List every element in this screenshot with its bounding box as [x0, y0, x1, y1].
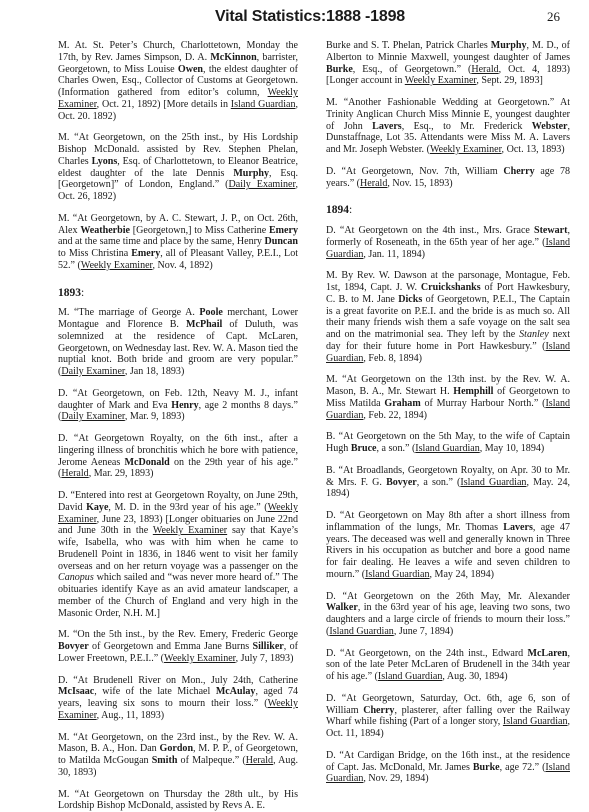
year-heading: [326, 205, 570, 217]
newspaper-name: Weekly Examiner: [58, 87, 298, 110]
entry-text: D. “At Georgetown on May 8th after a short illness from inflammation of the lungs, Mr. Thomas: [326, 510, 570, 533]
surname: McDonald: [125, 457, 170, 468]
record-entry: [326, 510, 570, 581]
entry-text: , Feb. 8, 1894): [363, 353, 422, 364]
entry-text: age 78 years.” (: [326, 166, 570, 189]
entry-text: , Esq.[Georgetown]” of London, England.” (: [58, 168, 298, 191]
newspaper-name: Island Guardian: [326, 237, 570, 260]
page-header: [60, 8, 560, 30]
entry-text: , Oct. 21, 1892) [More details in: [97, 99, 231, 110]
entry-text: , June 7, 1894): [394, 626, 453, 637]
record-entry: [58, 40, 298, 122]
surname: Lavers: [503, 522, 533, 533]
surname: Emery: [269, 225, 298, 236]
entry-text: of Georgetown to Miss Matilda: [326, 386, 570, 409]
page-number: 26: [547, 9, 560, 25]
surname: Weatherbie: [80, 225, 130, 236]
record-entry: [58, 132, 298, 203]
surname: Lyons: [92, 156, 118, 167]
record-entry: [326, 431, 570, 455]
entry-text: , Oct. 20. 1892): [58, 99, 298, 122]
entry-text: , Mar. 29, 1893): [89, 468, 154, 479]
record-entry: [326, 97, 570, 156]
record-entry: [58, 629, 298, 664]
entry-text: D. “At Cardigan Bridge, on the 16th inst., at the residence of Capt. Jas. McDonald, Mr. James: [326, 750, 570, 773]
surname: Poole: [199, 307, 222, 318]
entry-text: , June 23, 1893) [Longer obituaries on June 22nd and June 30th in the: [58, 514, 298, 537]
entry-text: , Aug. 30, 1893): [58, 755, 298, 778]
record-entry: [58, 789, 298, 812]
entry-text: , Feb. 22, 1894): [363, 410, 427, 421]
entry-text: D. “At Georgetown on the 4th inst., Mrs. Grace: [326, 225, 534, 236]
surname: Kaye: [86, 502, 108, 513]
entry-text: merchant, Lower Montague and Florence B.: [58, 307, 298, 330]
entry-text: D. “At Georgetown on the 26th May, Mr. Alexander: [326, 591, 570, 602]
entry-text: which sailed and “was never more heard of.” The obituaries identify Kaye as an avid amateur landscaper, a member of the Church of England and very high in the Masonic Order, N.H. M.]: [58, 572, 298, 618]
entry-text: , Oct. 13, 1893): [502, 144, 565, 155]
surname: Murphy: [491, 40, 527, 51]
entry-text: M. “At Georgetown on the 13th inst. by the Rev. W. A. Mason, B. A., Mr. Stewart H.: [326, 374, 570, 397]
entry-text: , the eldest daughter of Charles Owen, Esq., Collector of Customs at Georgetown.(Information gathered from editor’s column,: [58, 64, 298, 99]
entry-text: B. “At Broadlands, Georgetown Royalty, on Apr. 30 to Mr. & Mrs. F. G.: [326, 465, 570, 488]
entry-text: , M. P. P., of Georgetown, to Matilda McGougan: [58, 743, 298, 766]
record-entry: [326, 693, 570, 740]
newspaper-name: Weekly Examiner: [58, 698, 298, 721]
entry-text: , Sept. 29, 1893]: [476, 75, 542, 86]
entry-text: , Oct. 11, 1894): [326, 716, 570, 739]
entry-text: , M. D., of Alberton to Minnie Maxwell, youngest daughter of James: [326, 40, 570, 63]
entry-text: D. “At Georgetown, Saturday, Oct. 6th, age 6, son of William: [326, 693, 570, 716]
surname: Cherry: [363, 705, 394, 716]
entry-text: , son of the late Peter McLaren of Brudenell in the 34th year of his age.” (: [326, 648, 570, 683]
year-text: 1894: [326, 204, 349, 216]
entry-text: on the 29th year of his age.” (: [58, 457, 298, 480]
ship-name: Stanley: [519, 329, 549, 340]
newspaper-name: Herald: [246, 755, 273, 766]
entry-text: D. “At Georgetown Royalty, on the 6th inst., after a lingering illness of bronchitis which he bore with patience, Jerome Aeneas: [58, 433, 298, 468]
entry-text: , May 24, 1894): [430, 569, 494, 580]
newspaper-name: Herald: [360, 178, 387, 189]
newspaper-name: Weekly Examiner: [164, 653, 236, 664]
newspaper-name: Weekly Examiner: [58, 502, 298, 525]
entry-text: D. “At Georgetown, on the 24th inst., Edward: [326, 648, 527, 659]
entry-text: , Jan 18, 1893): [125, 366, 184, 377]
entry-text: , barrister, Georgetown, to Miss Louise: [58, 52, 298, 75]
entry-text: , all of Pleasant Valley, P.E.I., Lot 52.” (: [58, 248, 298, 271]
record-entry: [58, 433, 298, 480]
ship-name: Canopus: [58, 572, 94, 583]
newspaper-name: Island Guardian: [378, 671, 442, 682]
surname: Gordon: [160, 743, 194, 754]
newspaper-name: Island Guardian: [329, 626, 393, 637]
record-entry: [326, 465, 570, 500]
entry-text: , Jan. 11, 1894): [363, 249, 425, 260]
surname: Bruce: [351, 443, 377, 454]
record-entry: [326, 40, 570, 87]
entry-text: M. “The marriage of George A.: [58, 307, 199, 318]
newspaper-name: Daily Examiner: [229, 179, 296, 190]
record-entry: [326, 648, 570, 683]
record-entry: [58, 388, 298, 423]
newspaper-name: Island Guardian: [503, 716, 568, 727]
entry-text: D. “At Brudenell River on Mon., July 24th, Catherine: [58, 675, 298, 686]
entry-text: , Aug., 11, 1893): [97, 710, 164, 721]
entry-text: of Port Hawkesbury, C. B. to M. Jane: [326, 282, 570, 305]
entry-text: , Nov. 4, 1892): [153, 260, 213, 271]
surname: Duncan: [264, 236, 298, 247]
entry-text: , Nov. 15, 1893): [387, 178, 452, 189]
entry-text: B. “At Georgetown on the 5th May, to the wife of Captain Hugh: [326, 431, 570, 454]
entry-text: , age 72.” (: [500, 762, 546, 773]
entry-text: , Aug. 30, 1894): [442, 671, 507, 682]
entry-text: , Esq., of Georgetown.” (: [353, 64, 472, 75]
newspaper-name: Herald: [471, 64, 498, 75]
newspaper-name: Weekly Examiner: [430, 144, 502, 155]
entry-text: of Georgetown and Emma Jane Burns: [89, 641, 253, 652]
entry-text: , formerly of Roseneath, in the 65th year of her age.” (: [326, 225, 570, 248]
entry-text: say that Kaye’s wife, Isabella, who was with him when he came to Brudenell Point in 1836, in 1846 went to visit her family overseas and on her return voyage was a passenger on the: [58, 525, 298, 571]
entry-text: M. “At Georgetown, by A. C. Stewart, J. P., on Oct. 26th, Alex: [58, 213, 298, 236]
newspaper-name: Island Guardian: [326, 398, 570, 421]
entry-text: D. “At Georgetown, Nov. 7th, William: [326, 166, 503, 177]
newspaper-name: Island Guardian: [460, 477, 526, 488]
entry-text: D. “At Georgetown, on Feb. 12th, Neavy M. J., infant daughter of Mark and Eva: [58, 388, 298, 411]
newspaper-name: Island Guardian: [326, 341, 570, 364]
surname: Bovyer: [58, 641, 89, 652]
entry-text: , Oct. 26, 1892): [58, 179, 298, 202]
entry-text: , Mar. 9, 1893): [125, 411, 185, 422]
entry-text: M. “At Georgetown, on the 25th inst., by His Lordship Bishop McDonald. assisted by Rev. Stephen Phelan, Charles: [58, 132, 298, 167]
entry-text: , a son.” (: [417, 477, 461, 488]
page-title: Vital Statistics:1888 -1898: [60, 8, 560, 26]
entry-text: , M. D. in the 93rd year of his age.” (: [108, 502, 267, 513]
newspaper-name: Island Guardian: [231, 99, 296, 110]
surname: McAulay: [216, 686, 256, 697]
entry-text: , age 47 years. The deceased was well and generally known in Three Rivers in his occupation as butcher and bore a good name for fair dealing. He leaves a wife and seven children to mourn.” (: [326, 522, 570, 580]
entry-text: of Georgetown, P.E.I., The Captain is a great favorite on P.E.I. and the bride is as much so. All their many friends wish them a safe voyage on the salt sea and on the matrimonial sea. They left by the: [326, 294, 570, 340]
surname: Owen: [178, 64, 203, 75]
entry-text: Burke and S. T. Phelan, Patrick Charles: [326, 40, 491, 51]
entry-text: and at the same time and place by the same, Henry: [58, 236, 264, 247]
newspaper-name: Island Guardian: [365, 569, 429, 580]
entry-text: M. “At Georgetown on Thursday the 28th ult., by His Lordship Bishop McDonald, assisted by Revs A. E.: [58, 789, 298, 812]
record-entry: [326, 166, 570, 190]
entry-text: , July 7, 1893): [236, 653, 294, 664]
entry-text: of Duluth, was solemnized at the residence of Capt. McLaren, Georgetown, on Wednesday last. Rev. W. A. Mason tied the nuptial knot. Both bride and groom are very popular.” (: [58, 319, 298, 377]
entry-text: , a son.” (: [377, 443, 416, 454]
entry-text: , aged 74 years, leaving six sons to mourn their loss.” (: [58, 686, 298, 709]
entry-text: , Esq., to Mr. Frederick: [402, 121, 532, 132]
entry-text: , May 10, 1894): [480, 443, 544, 454]
entry-text: , plasterer, after falling over the Railway Wharf while fishing (Part of a longer story,: [326, 705, 570, 728]
surname: Lavers: [372, 121, 402, 132]
surname: McIsaac: [58, 686, 94, 697]
newspaper-name: Weekly Examiner: [405, 75, 477, 86]
surname: Dicks: [398, 294, 422, 305]
entry-text: , in the 63rd year of his age, leaving two sons, two daughters and a large circle of friends to mourn their loss.” (: [326, 602, 570, 637]
surname: Cruickshanks: [421, 282, 481, 293]
entry-text: , age 2 months 8 days.” (: [58, 400, 298, 423]
entry-text: M. By Rev. W. Dawson at the parsonage, Montague, Feb. 1st, 1894, Capt. J. W.: [326, 270, 570, 293]
entry-text: of Murray Harbour North.” (: [421, 398, 546, 409]
record-entry: [58, 213, 298, 272]
surname: Burke: [326, 64, 353, 75]
surname: McKinnon: [210, 52, 256, 63]
entry-text: , May. 24, 1894): [326, 477, 570, 500]
entry-text: , Dunstaffnage, Lot 35. Attendants were Miss M. A. Lavers and Mr. Joseph Webster. (: [326, 121, 570, 156]
surname: Bovyer: [386, 477, 417, 488]
newspaper-name: Weekly Examiner: [153, 525, 227, 536]
surname: Silliker: [253, 641, 284, 652]
record-entry: [58, 732, 298, 779]
surname: Murphy: [233, 168, 269, 179]
entry-text: of Malpeque.” (: [177, 755, 245, 766]
surname: McPhail: [186, 319, 222, 330]
surname: Henry: [171, 400, 198, 411]
record-entry: [326, 591, 570, 638]
entry-text: M. “At Georgetown, on the 23rd inst., by the Rev. W. A. Mason, B. A., Hon. Dan: [58, 732, 298, 755]
record-entry: [326, 374, 570, 421]
year-text: 1893: [58, 287, 81, 299]
surname: Burke: [473, 762, 500, 773]
record-entry: [58, 675, 298, 722]
surname: Walker: [326, 602, 358, 613]
entry-text: , wife of the late Michael: [94, 686, 216, 697]
surname: McLaren: [527, 648, 567, 659]
newspaper-name: Herald: [61, 468, 88, 479]
entry-text: [Georgetown,] to Miss Catherine: [130, 225, 269, 236]
record-entry: [326, 270, 570, 364]
entry-text: M. “On the 5th inst., by the Rev. Emery, Frederic George: [58, 629, 298, 640]
entry-text: , Esq. of Charlottetown, to Eleanor Beatrice, eldest daughter of the late Dennis: [58, 156, 298, 179]
newspaper-name: Island Guardian: [326, 762, 570, 785]
surname: Webster: [532, 121, 568, 132]
record-entry: [326, 750, 570, 785]
record-entry: [58, 307, 298, 378]
year-heading: [58, 288, 298, 300]
year-suffix: :: [81, 287, 84, 299]
record-entry: [58, 490, 298, 619]
newspaper-name: Daily Examiner: [61, 411, 125, 422]
entry-text: , Nov. 29, 1894): [363, 773, 428, 784]
newspaper-name: Daily Examiner: [61, 366, 125, 377]
surname: Hemphill: [453, 386, 493, 397]
surname: Smith: [152, 755, 178, 766]
entry-text: next day for their future home in Port Hawkesbury.” (: [326, 329, 570, 352]
surname: Graham: [384, 398, 420, 409]
entry-text: to Miss Christina: [58, 248, 131, 259]
entry-text: M. At. St. Peter’s Church, Charlottetown, Monday the 17th, by Rev. James Simpson, D. A.: [58, 40, 298, 63]
surname: Cherry: [503, 166, 534, 177]
surname: Emery: [131, 248, 160, 259]
entry-text: , Oct. 4, 1893)[Longer account in: [326, 64, 570, 87]
newspaper-name: Island Guardian: [415, 443, 479, 454]
year-suffix: :: [349, 204, 352, 216]
entry-text: D. “Entered into rest at Georgetown Royalty, on June 29th, David: [58, 490, 298, 513]
record-entry: [326, 225, 570, 260]
right-column: [326, 40, 570, 792]
newspaper-name: Weekly Examiner: [81, 260, 153, 271]
entry-text: , of Lower Freetown, P.E.I..” (: [58, 641, 298, 664]
left-column: [58, 40, 298, 792]
entry-text: M. “Another Fashionable Wedding at Georgetown.” At Trinity Anglican Church Miss Minnie E, youngest daughter of John: [326, 97, 570, 132]
surname: Stewart: [534, 225, 567, 236]
